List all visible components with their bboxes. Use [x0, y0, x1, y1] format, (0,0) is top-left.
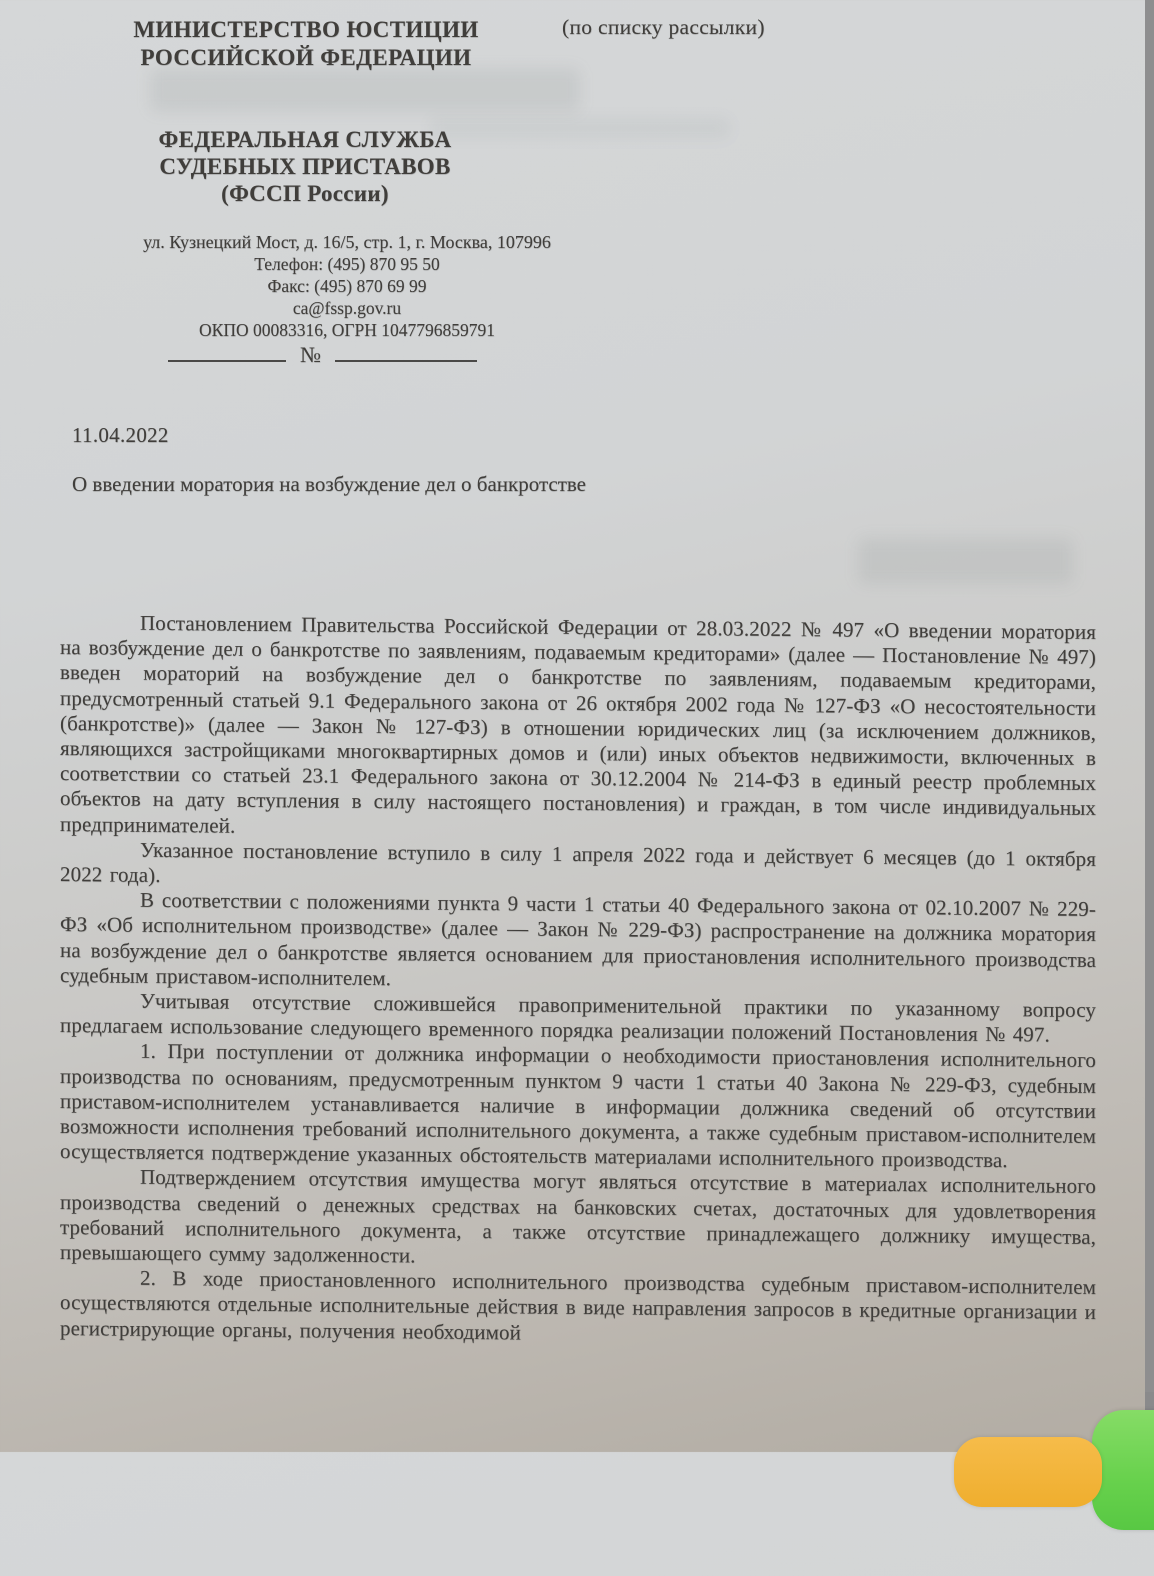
ministry-name	[128, 16, 484, 72]
photo-edge	[1145, 0, 1154, 1452]
number-blank-line	[335, 336, 477, 362]
email-line: ca@fssp.gov.ru	[292, 298, 402, 318]
fax-line: Факс: (495) 870 69 99	[267, 276, 427, 296]
outgoing-number-row	[168, 336, 498, 368]
bleed-through-smudge	[150, 68, 580, 112]
ministry-name-line1: МИНИСТЕРСТВО ЮСТИЦИИ	[133, 17, 479, 42]
body-paragraph: Подтверждением отсутствия имущества могут являться отсутствие в материалах исполнительного производства сведений о денежных средствах на банковских счетах, достаточных для удовлетворения требований исполнительного документа, а также отсутствие принадлежащего должнику имущества, превышающего сумму задолженности.	[60, 1165, 1096, 1268]
document-subject: О введении моратория на возбуждение дел о банкротстве	[72, 472, 586, 496]
document-date: 11.04.2022	[72, 423, 169, 447]
service-name-line2: СУДЕБНЫХ ПРИСТАВОВ	[159, 154, 451, 179]
body-paragraph: В соответствии с положениями пункта 9 части 1 статьи 40 Федерального закона от 02.10.2007 № 229-ФЗ «Об исполнительном производстве» (далее — Закон № 229-ФЗ) распространение на должника моратория на возбуждение дел о банкротстве является основанием для приостановления исполнительного производства судебным приставом-исполнителем.	[60, 888, 1096, 991]
body-paragraph: Постановлением Правительства Российской Федерации от 28.03.2022 № 497 «О введении моратория на возбуждение дел о банкротстве по заявлениям, подаваемым кредиторами» (далее — Постановление № 497) введен мораторий на возбуждение дел о банкротстве по заявлениям, подаваемым кредиторами, предусмотренный статьей 9.1 Федерального закона от 26 октября 2002 года № 127-ФЗ «О несостоятельности (банкротстве)» (далее — Закон № 127-ФЗ) в отношении юридических лиц (за исключением должников, являющихся застройщиками многоквартирных домов и (или) иных объектов недвижимости, включенных в соответствии со статьей 23.1 Федерального закона от 30.12.2004 № 214-ФЗ в единый реестр проблемных объектов на дату вступления в силу настоящего постановления) и граждан, в том числе индивидуальных предпринимателей.	[60, 610, 1096, 838]
body-paragraph: Учитывая отсутствие сложившейся правоприменительной практики по указанному вопросу предлагаем использование следующего временного порядка реализации положений Постановления № 497.	[60, 988, 1096, 1047]
body-paragraph: 1. При поступлении от должника информации о необходимости приостановления исполнительного производства по основаниям, предусмотренным пунктом 9 части 1 статьи 40 Закона № 229-ФЗ, судебным приставом-исполнителем устанавливается наличие в информации должника сведений об отсутствии возможности исполнения требований исполнительного документа, а также судебным приставом-исполнителем осуществляется подтверждение указанных обстоятельств материалами исполнительного производства.	[60, 1039, 1096, 1173]
distribution-note: (по списку рассылки)	[562, 15, 765, 39]
document-body	[60, 610, 1096, 1351]
phone-line: Телефон: (495) 870 95 50	[254, 254, 440, 274]
contact-block	[92, 231, 602, 341]
okpo-ogrn-line: ОКПО 00083316, ОГРН 1047796859791	[199, 320, 495, 340]
service-name-line1: ФЕДЕРАЛЬНАЯ СЛУЖБА	[158, 127, 452, 152]
date-blank-line	[168, 336, 286, 362]
body-paragraph: Указанное постановление вступило в силу 1 апреля 2022 года и действует 6 месяцев (до 1 октября 2022 года).	[60, 837, 1096, 887]
service-name	[140, 126, 470, 207]
service-name-line3: (ФССП России)	[221, 181, 389, 206]
number-sign: №	[300, 342, 321, 367]
postal-address: ул. Кузнецкий Мост, д. 16/5, стр. 1, г. Москва, 107996	[143, 232, 551, 252]
bleed-through-smudge	[858, 538, 1073, 584]
notes-app-icon[interactable]	[954, 1437, 1102, 1507]
body-paragraph: 2. В ходе приостановленного исполнительного производства судебным приставом-исполнителем осуществляются отдельные исполнительные действия в виде направления запросов в кредитные организации и регистрирующие органы, получения необходимой	[60, 1266, 1096, 1345]
ministry-name-line2: РОССИЙСКОЙ ФЕДЕРАЦИИ	[140, 45, 472, 70]
bleed-through-smudge	[430, 118, 730, 138]
